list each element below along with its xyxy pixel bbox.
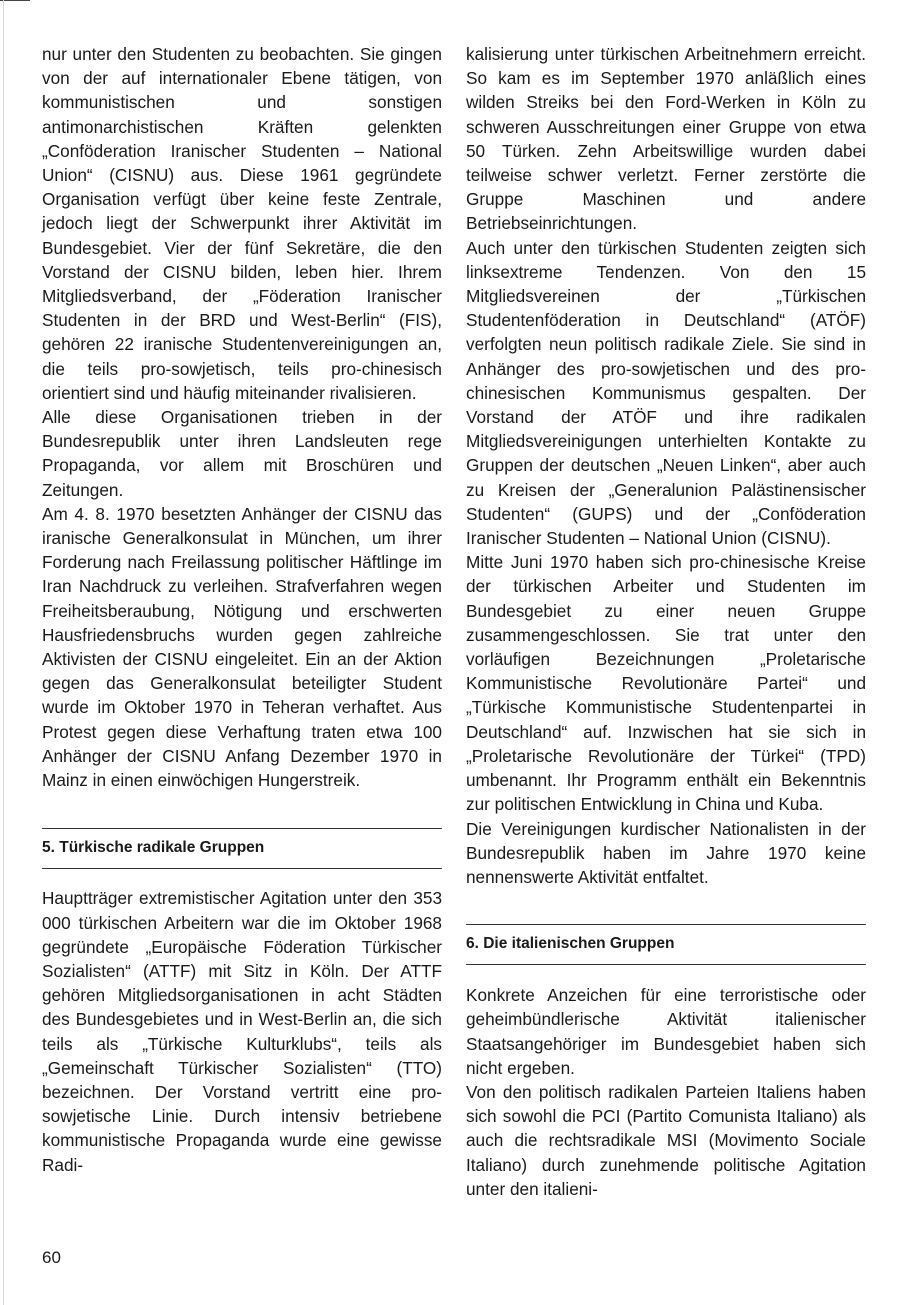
paragraph-cisnu: nur unter den Studenten zu beobachten. Sie gingen von der auf internationaler Ebene tätigen, von kommunistischen und sonstigen antimonarchistischen Kräften gelenkten „Conföderation Iranischer Studenten – National Union“ (CISNU) aus. Diese 1961 gegründete Organisation verfügt über keine feste Zentrale, jedoch liegt der Schwerpunkt ihrer Aktivität im Bundesgebiet. Vier der fünf Sekretäre, die den Vorstand der CISNU bilden, leben hier. Ihrem Mitgliedsverband, der „Föderation Iranischer Studenten in der BRD und West-Berlin“ (FIS), gehören 22 iranische Studentenvereinigungen an, die teils pro-sowjetisch, teils pro-chinesisch orientiert sind und häufig miteinander rivalisieren.: [42, 44, 442, 403]
page-left-edge: [3, 0, 4, 1305]
paragraph-italian-terror: Konkrete Anzeichen für eine terroristische oder geheimbündlerische Aktivität italienischer Staatsangehöriger im Bundesgebiet haben sich nicht ergeben.: [466, 985, 866, 1078]
section-heading-turkish-groups: 5. Türkische radikale Gruppen: [42, 828, 442, 869]
paragraph-propaganda: Alle diese Organisationen trieben in der Bundesrepublik unter ihren Landsleuten rege Propaganda, vor allem mit Broschüren und Zeitungen.: [42, 407, 442, 500]
paragraph-italian-parties: Von den politisch radikalen Parteien Italiens haben sich sowohl die PCI (Partito Comunista Italiano) als auch die rechtsradikale MSI (Movimento Sociale Italiano) durch zunehmende politische Agitation unter den italieni-: [466, 1081, 866, 1199]
paragraph-pro-chinese-group: Mitte Juni 1970 haben sich pro-chinesische Kreise der türkischen Arbeiter und Studenten im Bundesgebiet zu einer neuen Gruppe zusammengeschlossen. Sie trat unter den vorläufigen Bezeichnungen „Proletarische Kommunistische Revolutionäre Partei“ und „Türkische Kommunistische Studentenpartei in Deutschland“ auf. Inzwischen hat sie sich in „Proletarische Revolutionäre der Türkei“ (TPD) umbenannt. Ihr Programm enthält ein Bekenntnis zur politischen Entwicklung in China und Kuba.: [466, 552, 866, 815]
paragraph-consulate-occupation: Am 4. 8. 1970 besetzten Anhänger der CISNU das iranische Generalkonsulat in München, um ihrer Forderung nach Freilassung politischer Häftlinge im Iran Nachdruck zu verleihen. Strafverfahren wegen Freiheitsberaubung, Nötigung und erschwerten Hausfriedensbruchs wurden gegen zahlreiche Aktivisten der CISNU eingeleitet. Ein an der Aktion gegen das Generalkonsulat beteiligter Student wurde im Oktober 1970 in Teheran verhaftet. Aus Protest gegen diese Verhaftung traten etwa 100 Anhänger der CISNU Anfang Dezember 1970 in Mainz in einen einwöchigen Hungerstreik.: [42, 503, 442, 791]
paragraph-turkish-students: Auch unter den türkischen Studenten zeigten sich linksextreme Tendenzen. Von den 15 Mitgliedsvereinen der „Türkischen Studentenföderation in Deutschland“ (ATÖF) verfolgten neun politisch radikale Ziele. Sie sind in Anhänger des pro-sowjetischen und des pro-chinesischen Kommunismus gespalten. Der Vorstand der ATÖF und ihre radikalen Mitgliedsvereinigungen unterhielten Kontakte zu Gruppen der deutschen „Neuen Linken“, aber auch zu Kreisen der „Generalunion Palästinensischer Studenten“ (GUPS) und der „Conföderation Iranischer Studenten – National Union (CISNU).: [466, 237, 866, 549]
paragraph-kurdish: Die Vereinigungen kurdischer Nationalisten in der Bundesrepublik haben im Jahre 1970 keine nennenswerte Aktivität entfaltet.: [466, 818, 866, 887]
right-column: [466, 42, 866, 1201]
section-heading-italian-groups: 6. Die italienischen Gruppen: [466, 924, 866, 965]
paragraph-radicalization: kalisierung unter türkischen Arbeitnehmern erreicht. So kam es im September 1970 anläßlich eines wilden Streiks bei den Ford-Werken in Köln zu schweren Ausschreitungen einer Gruppe von etwa 50 Türken. Zehn Arbeitswillige wurden dabei teilweise schwer verletzt. Ferner zerstörte die Gruppe Maschinen und andere Betriebseinrichtungen.: [466, 44, 866, 234]
page-number: 60: [42, 1248, 61, 1267]
page-corner-mark: [0, 0, 30, 1]
paragraph-attf: Hauptträger extremistischer Agitation unter den 353 000 türkischen Arbeitern war die im Oktober 1968 gegründete „Europäische Föderation Türkischer Sozialisten“ (ATTF) mit Sitz in Köln. Der ATTF gehören Mitgliedsorganisationen in acht Städten des Bundesgebietes und in West-Berlin an, die sich teils als „Türkische Kulturklubs“, teils als „Gemeinschaft Türkischer Sozialisten“ (TTO) bezeichnen. Der Vorstand vertritt eine pro-sowjetische Linie. Durch intensiv betriebene kommunistische Propaganda wurde eine gewisse Radi-: [42, 888, 442, 1175]
left-column: [42, 42, 442, 1177]
